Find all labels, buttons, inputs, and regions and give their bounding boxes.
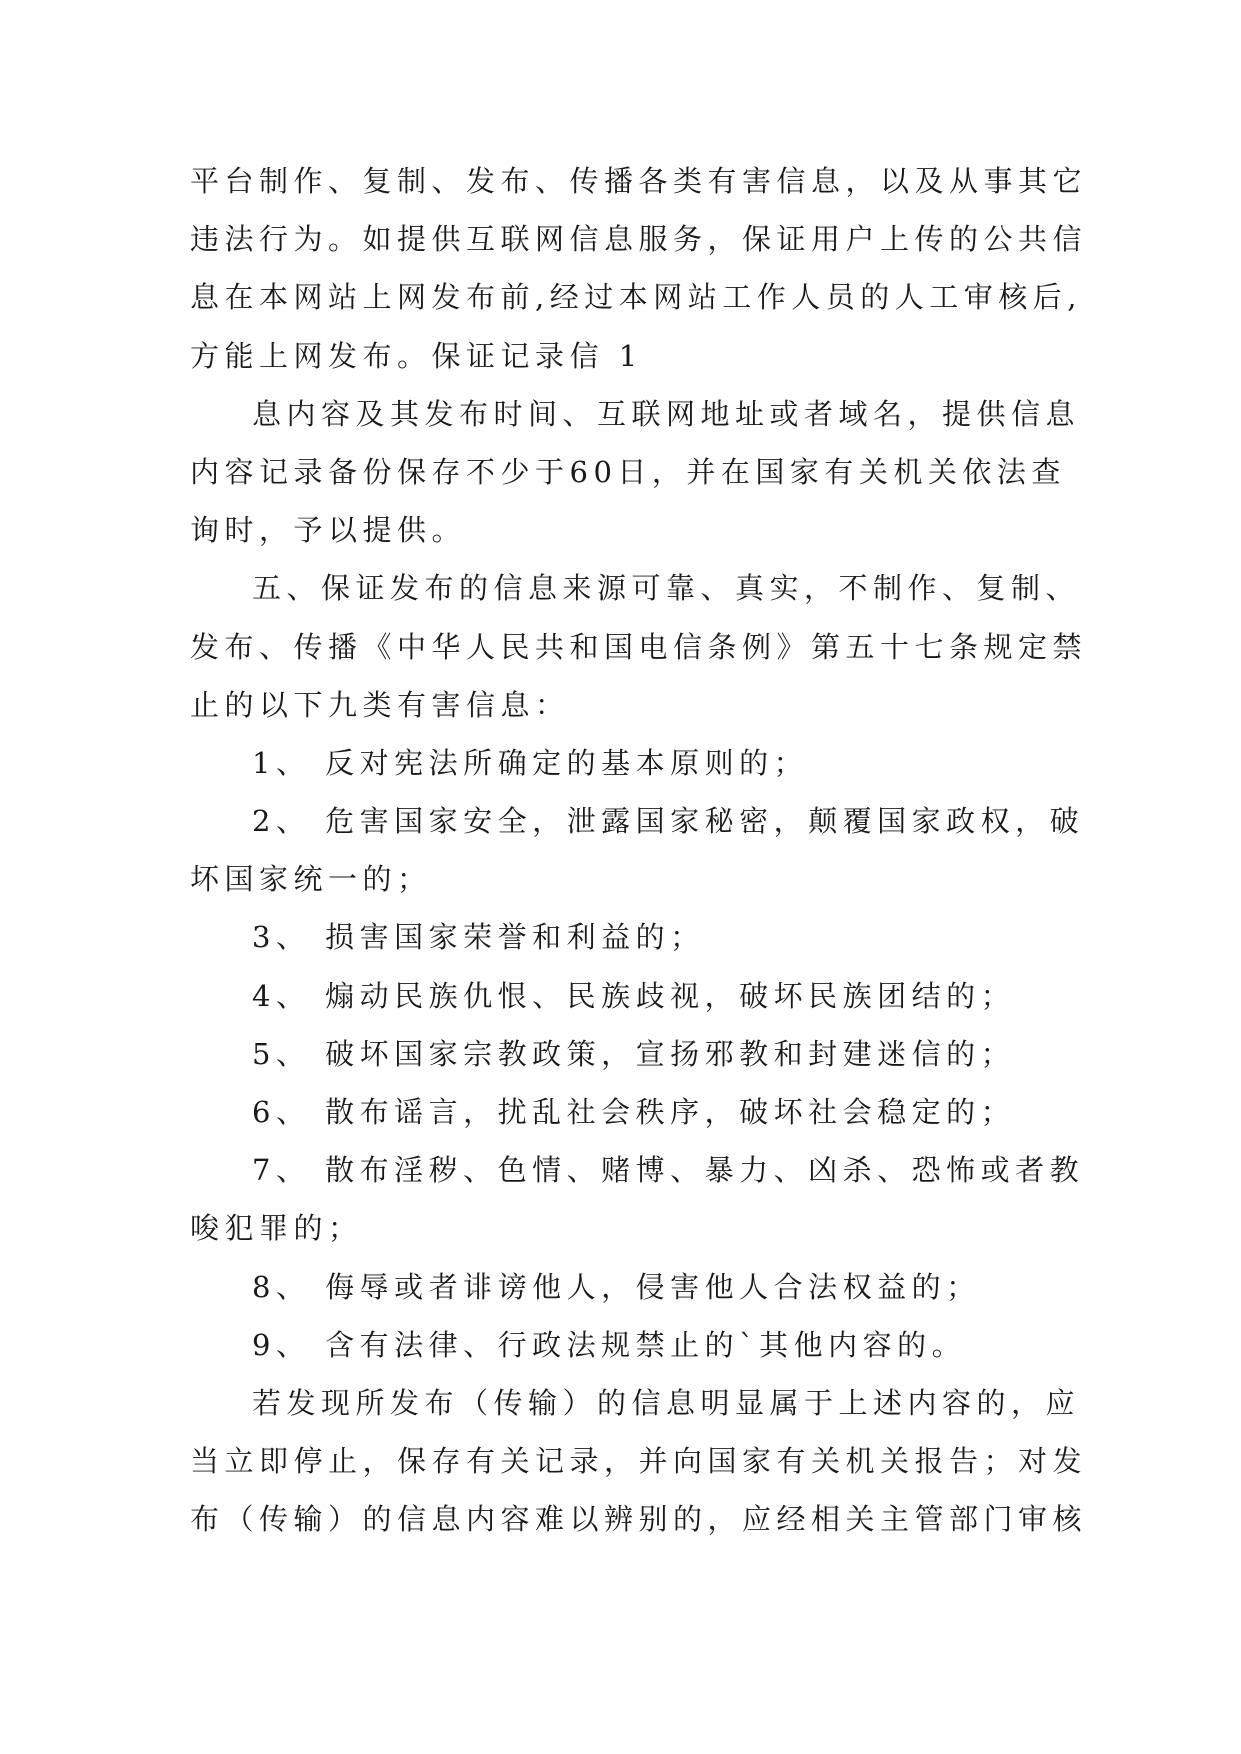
list-item-7-continued: 唆犯罪的； [190, 1211, 363, 1246]
list-item-4: 4、 煽动民族仇恨、民族歧视，破坏民族团结的； [252, 978, 1016, 1013]
list-item-2: 2、 危害国家安全，泄露国家秘密，颠覆国家政权，破 [252, 804, 1085, 839]
text-line: 违法行为。如提供互联网信息服务，保证用户上传的公共信 [190, 222, 1088, 257]
list-item-7: 7、 散布淫秽、色情、赌博、暴力、凶杀、恐怖或者教 [252, 1153, 1085, 1188]
paragraph-first-line: 息内容及其发布时间、互联网地址或者域名，提供信息 [252, 396, 1081, 431]
section-heading-line: 五、保证发布的信息来源可靠、真实，不制作、复制、 [252, 571, 1081, 606]
paragraph-first-line: 若发现所发布（传输）的信息明显属于上述内容的，应 [252, 1385, 1081, 1420]
list-item-2-continued: 坏国家统一的； [190, 862, 432, 897]
text-line: 内容记录备份保存不少于60日，并在国家有关机关依法查 [190, 454, 1066, 489]
text-line: 平台制作、复制、发布、传播各类有害信息，以及从事其它 [190, 164, 1088, 198]
list-item-6: 6、 散布谣言，扰乱社会秩序，破坏社会稳定的； [252, 1095, 1016, 1129]
text-line: 止的以下九类有害信息： [190, 687, 570, 722]
text-line: 方能上网发布。保证记录信 1 [190, 338, 643, 373]
text-line: 发布、传播《中华人民共和国电信条例》第五十七条规定禁 [190, 629, 1088, 664]
list-item-1: 1、 反对宪法所确定的基本原则的； [252, 745, 809, 780]
text-line: 息在本网站上网发布前,经过本网站工作人员的人工审核后, [190, 280, 1082, 315]
text-line: 询时，予以提供。 [190, 513, 467, 548]
list-item-9: 9、 含有法律、行政法规禁止的`其他内容的。 [252, 1327, 967, 1362]
text-line: 布（传输）的信息内容难以辨别的，应经相关主管部门审核 [190, 1502, 1088, 1537]
document-body [190, 152, 1090, 1549]
list-item-3: 3、 损害国家荣誉和利益的； [252, 920, 705, 955]
list-item-5: 5、 破坏国家宗教政策，宣扬邪教和封建迷信的； [252, 1036, 1016, 1071]
text-line: 当立即停止，保存有关记录，并向国家有关机关报告；对发 [190, 1444, 1088, 1479]
list-item-8: 8、 侮辱或者诽谤他人，侵害他人合法权益的； [252, 1269, 981, 1304]
